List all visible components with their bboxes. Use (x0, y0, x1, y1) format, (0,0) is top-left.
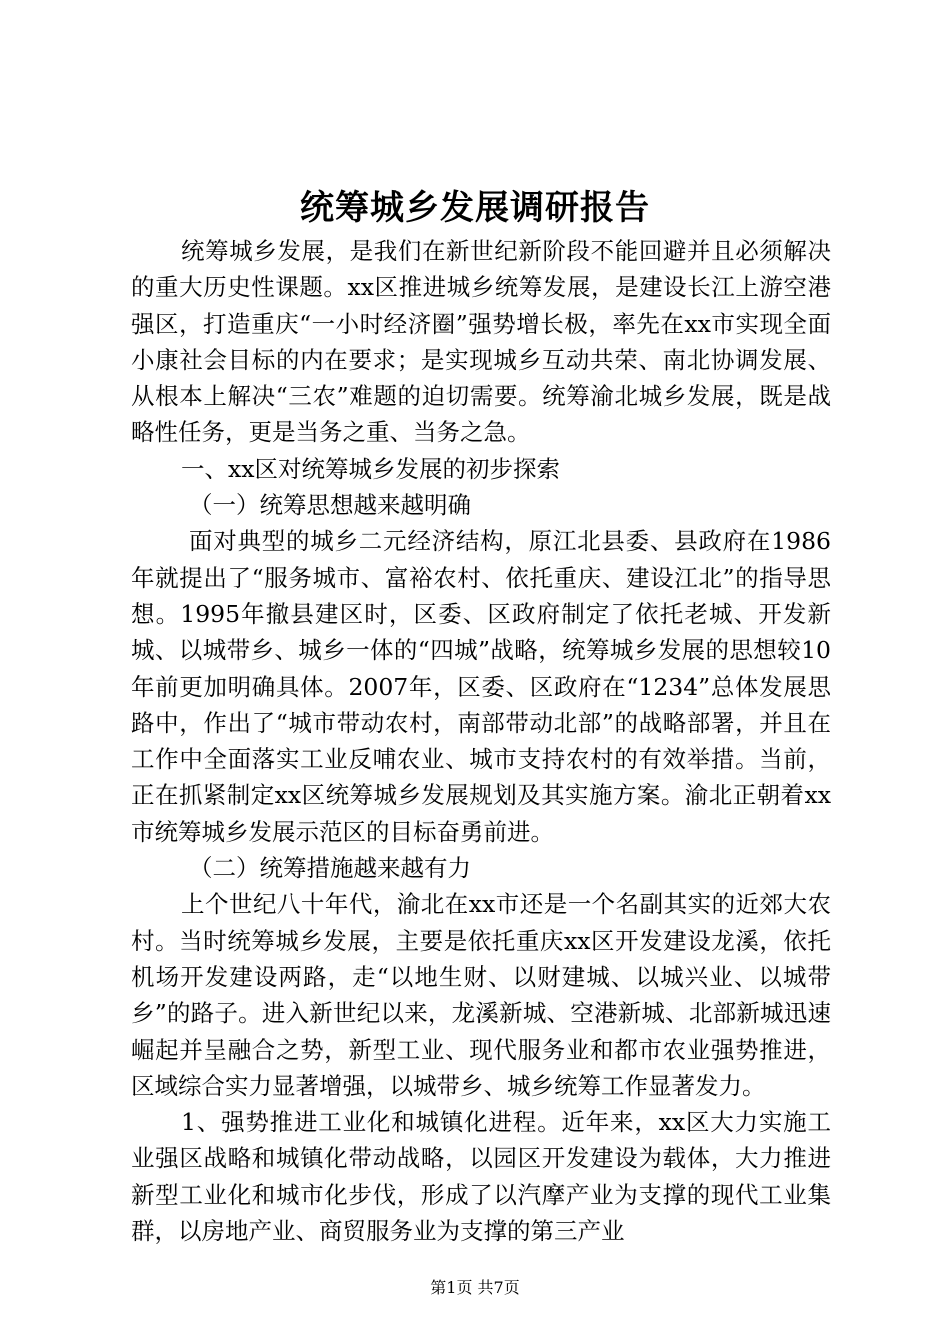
intro-paragraph: 统筹城乡发展，是我们在新世纪新阶段不能回避并且必须解决的重大历史性课题。xx区推进城乡统筹发展，是建设长江上游空港强区，打造重庆“一小时经济圈”强势增长极，率先在xx市实现全面小康社会目标的内在要求；是实现城乡互动共荣、南北协调发展、从根本上解决“三农”难题的迫切需要。统筹渝北城乡发展，既是战略性任务，更是当务之重、当务之急。 (131, 237, 831, 447)
body-paragraph: 1、强势推进工业化和城镇化进程。近年来，xx区大力实施工业强区战略和城镇化带动战略，以园区开发建设为载体，大力推进新型工业化和城市化步伐，形成了以汽摩产业为支撑的现代工业集群，以房地产业、商贸服务业为支撑的第三产业 (131, 1108, 831, 1246)
page-footer: 第1页 共7页 (430, 1278, 520, 1297)
subsection-heading: （二）统筹措施越来越有力 (189, 854, 471, 883)
section-heading: 一、xx区对统筹城乡发展的初步探索 (181, 454, 561, 483)
page-title: 统筹城乡发展调研报告 (300, 188, 650, 228)
body-paragraph: 上个世纪八十年代，渝北在xx市还是一个名副其实的近郊大农村。当时统筹城乡发展，主要是依托重庆xx区开发建设龙溪，依托机场开发建设两路，走“以地生财、以财建城、以城兴业、以城带乡”的路子。进入新世纪以来，龙溪新城、空港新城、北部新城迅速崛起并呈融合之势，新型工业、现代服务业和都市农业强势推进，区域综合实力显著增强，以城带乡、城乡统筹工作显著发力。 (131, 890, 831, 1100)
body-paragraph: 面对典型的城乡二元经济结构，原江北县委、县政府在1986年就提出了“服务城市、富裕农村、依托重庆、建设江北”的指导思想。1995年撤县建区时，区委、区政府制定了依托老城、开发新城、以城带乡、城乡一体的“四城”战略，统筹城乡发展的思想较10年前更加明确具体。2007年，区委、区政府在“1234”总体发展思路中，作出了“城市带动农村，南部带动北部”的战略部署，并且在工作中全面落实工业反哺农业、城市支持农村的有效举措。当前，正在抓紧制定xx区统筹城乡发展规划及其实施方案。渝北正朝着xx市统筹城乡发展示范区的目标奋勇前进。 (131, 527, 831, 846)
document-body (131, 233, 831, 1249)
subsection-heading: （一）统筹思想越来越明确 (189, 491, 471, 520)
